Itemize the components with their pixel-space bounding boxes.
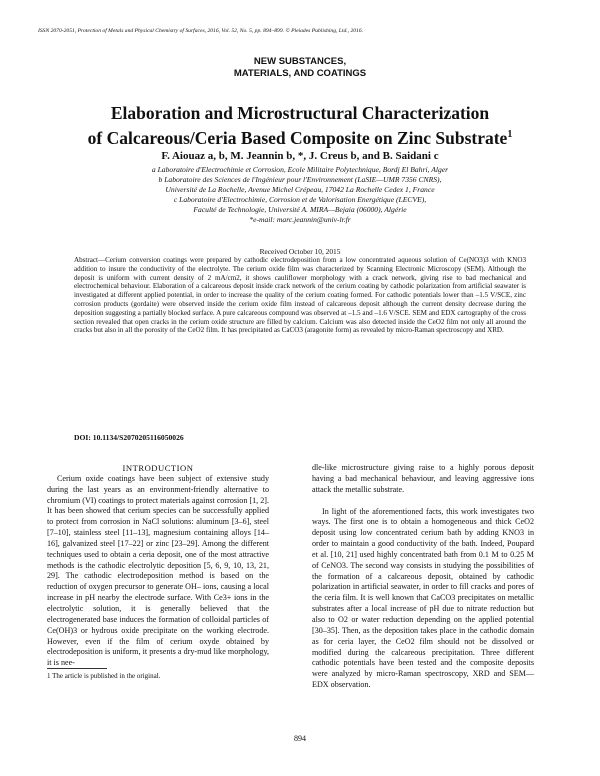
footnote: 1 The article is published in the original.: [47, 672, 161, 680]
introduction-heading: INTRODUCTION: [122, 463, 194, 473]
paper-title: [40, 103, 560, 149]
author-list: F. Aiouaz a, b, M. Jeannin b, *, J. Creus b, and B. Saidani c: [161, 150, 439, 162]
affiliation-line: Faculté de Technologie, Université A. MIRA—Bejaia (06000), Algérie: [193, 205, 407, 214]
body-paragraph-continued: dle-like microstructure giving raise to a highly porous deposit having a bad mechanical behaviour, and leaving aggressive ions attack the metallic substrate.: [312, 463, 534, 494]
footnote-divider: [47, 668, 107, 669]
affiliation-line: c Laboratoire d'Electrochimie, Corrosion et de Valorisation Energétique (LECVE),: [173, 195, 427, 204]
affiliation-line: b Laboratoire des Sciences de l'Ingénieur pour l'Environnement (LaSIE—UMR 7356 CNRS),: [158, 175, 442, 184]
title-line-1: Elaboration and Microstructural Characterization: [110, 103, 490, 123]
abstract: Abstract—Cerium conversion coatings were prepared by cathodic electrodeposition from a low concentrated aqueous solution of Ce(NO3)3 with KNO3 addition to insure the conductivity of the electrolyte. The cerium oxide film was characterized by Scanning Electronic Microscopy (SEM). Although the deposit is uniform with current density of 2 mA/cm2, it shows cauliflower morphology with a crack network, giving rise to bad mechanical and electrochemical behaviour. Elaboration of a calcareous deposit inside crack network of the cerium coating by cathodic polarization from artificial seawater is investigated at different applied potential, in order to increase the quality of the cerium coating formed. For cathodic potentials lower than –1.5 V/SCE, zinc corrosion products (gordaite) were observed inside the cerium oxide film instead of calcareous deposit although the current density decrease during the deposition suggesting a partially blocked surface. A pure calcareous compound was observed at –1.5 and –1.6 V/SCE. SEM and EDX cartography of the cross section revealed that open cracks in the cerium oxide structure are filled by calcium. Calcium was also detected inside the CeO2 film not only all around the cracks but also in all the porosity of the CeO2 film. It has precipitated as CaCO3 (aragonite form) as revealed by micro-Raman spectroscopy and XRD.: [74, 256, 526, 335]
doi: DOI: 10.1134/S2070205116050026: [74, 433, 184, 442]
body-paragraph: In light of the aforementioned facts, this work investigates two ways. The first one is to obtain a homogeneous and thick CeO2 deposit using low concentrated cerium bath by adding KNO3 in order to maintain a good conductivity of the bath. Indeed, Poupard et al. [10, 21] used highly concentrated bath from 0.1 M to 0.25 M of CeNO3. The second way consists in studying the possibilities of the formation of a calcareous deposit, obtained by cathodic polarization in artificial seawater, in order to fill cracks and pores of the ceria film. It is well known that CaCO3 precipitates on metallic substrates after a local increase of pH due to nitrate reduction but also to O2 or water reduction depending on the applied potential [30–35]. Then, as the deposition takes place in the cathodic domain as for ceria layer, the CeO2 film should not be dissolved or modified during the calcareous precipitation. Three different cathodic potentials have been tested and the composite deposits were analyzed by micro-Raman spectroscopy, XRD and SEM—EDX observation.: [312, 506, 534, 690]
affiliation-line: Université de La Rochelle, Avenue Michel Crépeau, 17042 La Rochelle Cedex 1, France: [165, 185, 435, 194]
title-line-2: of Calcareous/Ceria Based Composite on Zinc Substrate$^1$: [87, 127, 513, 148]
received-date: Received October 10, 2015: [259, 247, 341, 256]
page-number: 894: [294, 734, 306, 743]
affiliations: [40, 165, 560, 225]
journal-header: ISSN 2070-2051, Protection of Metals and Physical Chemistry of Surfaces, 2016, Vol. 52, No. 5, pp. 894–899. © Pleiades Publishing, Ltd., 2016.: [38, 28, 364, 34]
affiliation-line: a Laboratoire d'Electrochimie et Corrosion, Ecole Militaire Polytechnique, Bordj El Bahri, Alger: [151, 165, 449, 174]
section-heading: [0, 56, 600, 80]
title-footnote-mark: 1: [507, 129, 513, 140]
right-column: [312, 463, 534, 691]
body-paragraph: Cerium oxide coatings have been subject of extensive study during the last years as an environment-friendly alternative to chromium (VI) coatings to protect materials against corrosion [1, 2]. It has been showed that cerium species can be successfully applied to protect from corrosion in NaCl solutions: aluminum [3–6], steel [7–10], stainless steel [11–13], magnesium containing alloys [14–16], galvanized steel [17–22] or zinc [23–29]. Among the different techniques used to obtain a ceria deposit, one of the most attractive methods is the cathodic electrolytic deposition [5, 6, 9, 10, 13, 21, 29]. The cathodic electrodeposition method is based on the reduction of oxygen precursor to generate OH– ions, causing a local increase in pH nearby the electrode surface. With Ce3+ ions in the electrolytic solution, it is generally believed that the electrogenerated base induces the formation of colloidal particles of Ce(OH)3 or hydrous oxide precipitate on the working electrode. However, even if the film of cerium oxyde obtained by electrodeposition is uniform, it presents a dry-mud like morphology, it is nee-: [47, 473, 269, 668]
contact-email: *e-mail: marc.jeannin@univ-lr.fr: [249, 215, 351, 224]
section-heading-line-1: NEW SUBSTANCES,: [253, 56, 347, 67]
section-heading-line-2: MATERIALS, AND COATINGS: [233, 68, 367, 79]
left-column: [47, 463, 269, 669]
